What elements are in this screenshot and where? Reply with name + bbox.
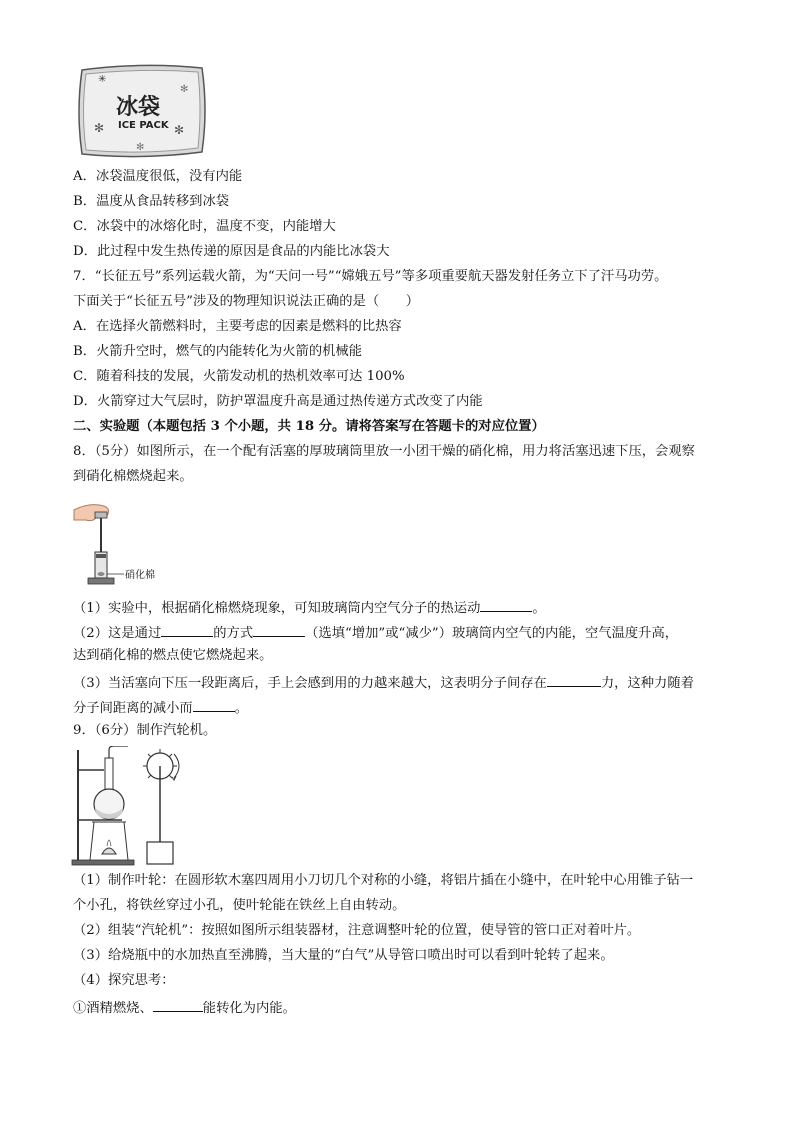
q7-stem-line1: 7．“长征五号”系列运载火箭，为“天问一号”“嫦娥五号”等多项重要航天器发射任务立下了汗马功劳。 [73, 269, 668, 284]
q9-part3: （3）给烧瓶中的水加热直至沸腾，当大量的“白气”从导管口喷出时可以看到叶轮转了起来。 [73, 948, 614, 963]
snowflake-icon: ✻ [136, 142, 145, 153]
q8-part2-text-a: （2）这是通过 [73, 626, 162, 641]
q7-option-c: C．随着科技的发展，火箭发动机的热机效率可达 100% [73, 369, 405, 384]
ice-pack-subtitle: ICE PACK [118, 120, 169, 131]
ice-pack-title: 冰袋 [116, 95, 161, 120]
q9-part1-line1: （1）制作叶轮：在圆形软木塞四周用小刀切几个对称的小缝，将铝片插在小缝中，在叶轮中心用锥子钻一 [73, 873, 694, 888]
q8-part1-text: （1）实验中，根据硝化棉燃烧现象，可知玻璃筒内空气分子的热运动 [73, 601, 481, 616]
nitrocellulose-label: 硝化棉 [125, 570, 155, 581]
q9-part1-line2: 个小孔，将铁丝穿过小孔，使叶轮能在铁丝上自由转动。 [73, 898, 406, 913]
ice-pack-image [76, 62, 208, 160]
q8-part2-cont: 达到硝化棉的燃点使它燃烧起来。 [73, 648, 273, 663]
q8-part3-text-b: 力，这种力随着 [600, 676, 694, 691]
q8-part3-text-d: 。 [234, 701, 248, 716]
q9-part5-text-b: 能转化为内能。 [202, 1001, 296, 1016]
q8-part2-text-c: （选填“增加”或“减少”）玻璃筒内空气的内能，空气温度升高， [305, 626, 679, 641]
snowflake-icon: ✻ [180, 84, 189, 95]
q7-option-d: D．火箭穿过大气层时，防护罩温度升高是通过热传递方式改变了内能 [73, 394, 483, 409]
snowflake-icon: ✻ [174, 123, 185, 137]
snowflake-icon: ✻ [94, 121, 105, 135]
q9-stem: 9．（6分）制作汽轮机。 [73, 723, 217, 738]
section-heading: 二、实验题（本题包括 3 个小题，共 18 分。请将答案写在答题卡的对应位置） [73, 419, 545, 434]
q8-part3 [73, 672, 694, 693]
steam-turbine-figure [70, 746, 200, 870]
q8-stem-line2: 到硝化棉燃烧起来。 [73, 469, 193, 484]
q8-part1-end: 。 [532, 601, 546, 616]
q9-part2: （2）组装“汽轮机”：按照如图所示组装器材，注意调整叶轮的位置，使导管的管口正对着叶片。 [73, 923, 641, 938]
q7-stem-line2: 下面关于“长征五号”涉及的物理知识说法正确的是（ ） [73, 294, 420, 309]
q8-part1 [73, 597, 546, 618]
q9-part5 [73, 997, 296, 1018]
q8-part3-text-c: 分子间距离的减小而 [73, 701, 193, 716]
answer-blank[interactable] [153, 997, 203, 1012]
answer-blank[interactable] [193, 697, 235, 712]
answer-blank[interactable] [253, 622, 305, 637]
q6-option-d: D．此过程中发生热传递的原因是食品的内能比冰袋大 [73, 244, 390, 259]
q9-part4: （4）探究思考： [73, 973, 175, 988]
q7-option-b: B．火箭升空时，燃气的内能转化为火箭的机械能 [73, 344, 363, 359]
q8-part3-text-a: （3）当活塞向下压一段距离后，手上会感到用的力越来越大，这表明分子间存在 [73, 676, 547, 691]
q7-option-a: A．在选择火箭燃料时，主要考虑的因素是燃料的比热容 [73, 319, 402, 334]
answer-blank[interactable] [547, 672, 601, 687]
q8-part2 [73, 622, 678, 643]
q6-option-c: C．冰袋中的冰熔化时，温度不变，内能增大 [73, 219, 336, 234]
answer-blank[interactable] [161, 622, 213, 637]
answer-blank[interactable] [480, 597, 532, 612]
q6-option-b: B．温度从食品转移到冰袋 [73, 194, 230, 209]
q6-option-a: A．冰袋温度很低，没有内能 [73, 169, 243, 184]
q8-stem-line1: 8．（5分）如图所示，在一个配有活塞的厚玻璃筒里放一小团干燥的硝化棉，用力将活塞迅速下压，会观察 [73, 444, 695, 459]
ice-pack-logo-icon: ✳ [98, 74, 107, 85]
q9-part5-text-a: ①酒精燃烧、 [73, 1001, 153, 1016]
q8-part3-cont [73, 697, 248, 718]
q8-part2-text-b: 的方式 [213, 626, 254, 641]
piston-apparatus-figure [70, 496, 170, 590]
